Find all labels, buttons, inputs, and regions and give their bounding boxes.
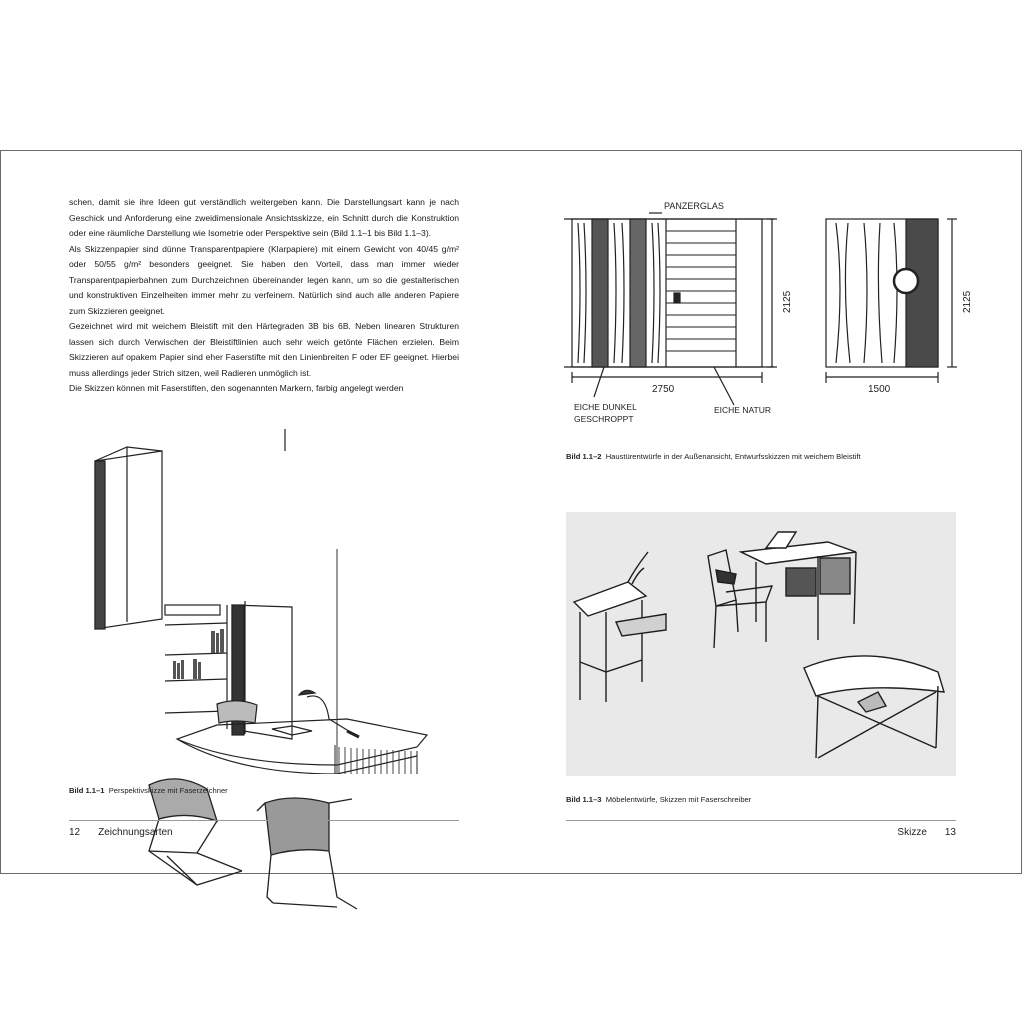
- paragraph-1: schen, damit sie ihre Ideen gut verständlich weitergeben kann. Die Darstellungsart kann je nach Geschick und Anforderung eine zweidimensionale Ansichtsskizze, ein Schnitt durch die Konstruktion oder eine räumliche Darstellung wie Isometrie oder Perspektive sein (Bild 1.1–1 bis Bild 1.1–3).: [69, 197, 459, 238]
- right-footer: [897, 827, 956, 838]
- furniture-sketch: [566, 512, 956, 776]
- paragraph-2: Als Skizzenpapier sind dünne Transparentpapiere (Klarpapiere) mit einem Gewicht von 40/45 g/m² oder 50/55 g/m² besonders geeignet. Sie haben den Vorteil, dass man immer wieder Transparentpapierbahnen zum Durchzeichnen übereinander legen kann, um so die gestalterischen und konstruktiven Einzelheiten immer mehr zu verfeinern. Natürlich sind auch alle anderen Papiere zum Skizzieren geeignet.: [69, 243, 459, 316]
- label-eiche-dunkel: EICHE DUNKEL: [574, 402, 637, 412]
- caption-label: Bild 1.1–1: [69, 786, 105, 795]
- figure-caption-1: [69, 786, 228, 795]
- book-spread: [0, 150, 1022, 874]
- page-number: 12: [69, 827, 81, 838]
- label-eiche-natur: EICHE NATUR: [714, 405, 771, 415]
- caption-2-label: Bild 1.1–2: [566, 452, 602, 461]
- door-elevation-sketch: [564, 197, 984, 437]
- dim-height-2: 2125: [962, 290, 973, 313]
- dim-width-2: 1500: [868, 384, 891, 395]
- chairs-sketch: [67, 671, 467, 921]
- label-panzerglas: PANZERGLAS: [664, 201, 724, 211]
- page-number: 13: [944, 827, 956, 838]
- caption-text: Perspektivskizze mit Faserzeichner: [108, 786, 228, 795]
- label-geschroppt: GESCHROPPT: [574, 414, 634, 424]
- footer-rule: [566, 820, 956, 821]
- section-title: Skizze: [897, 827, 927, 838]
- left-footer: [69, 827, 173, 838]
- footer-rule: [69, 820, 459, 821]
- body-text: [69, 195, 459, 397]
- dim-height-1: 2125: [782, 290, 793, 313]
- caption-3-text: Möbelentwürfe, Skizzen mit Faserschreiber: [605, 795, 752, 804]
- left-page: [1, 151, 512, 873]
- paragraph-4: Die Skizzen können mit Faserstiften, den sogenannten Markern, farbig angelegt werden: [69, 383, 404, 393]
- caption-3-label: Bild 1.1–3: [566, 795, 602, 804]
- right-page: [512, 151, 1023, 873]
- paragraph-3: Gezeichnet wird mit weichem Bleistift mit den Härtegraden 3B bis 6B. Neben linearen Strukturen lassen sich durch Verwischen der Bleistiftlinien auch sehr weich getönte Flächen erzielen. Beim Skizzieren auf opakem Papier sind eher Faserstifte mit den Linienbreiten F oder EF geeignet. Hierbei muss allerdings jeder Strich sitzen, weil Radieren unmöglich ist.: [69, 321, 459, 378]
- caption-2-text: Haustürentwürfe in der Außenansicht, Entwurfsskizzen mit weichem Bleistift: [605, 452, 861, 461]
- figure-caption-3: [566, 795, 751, 804]
- dim-width-1: 2750: [652, 384, 675, 395]
- figure-caption-2: [566, 452, 861, 461]
- section-title: Zeichnungsarten: [98, 827, 173, 838]
